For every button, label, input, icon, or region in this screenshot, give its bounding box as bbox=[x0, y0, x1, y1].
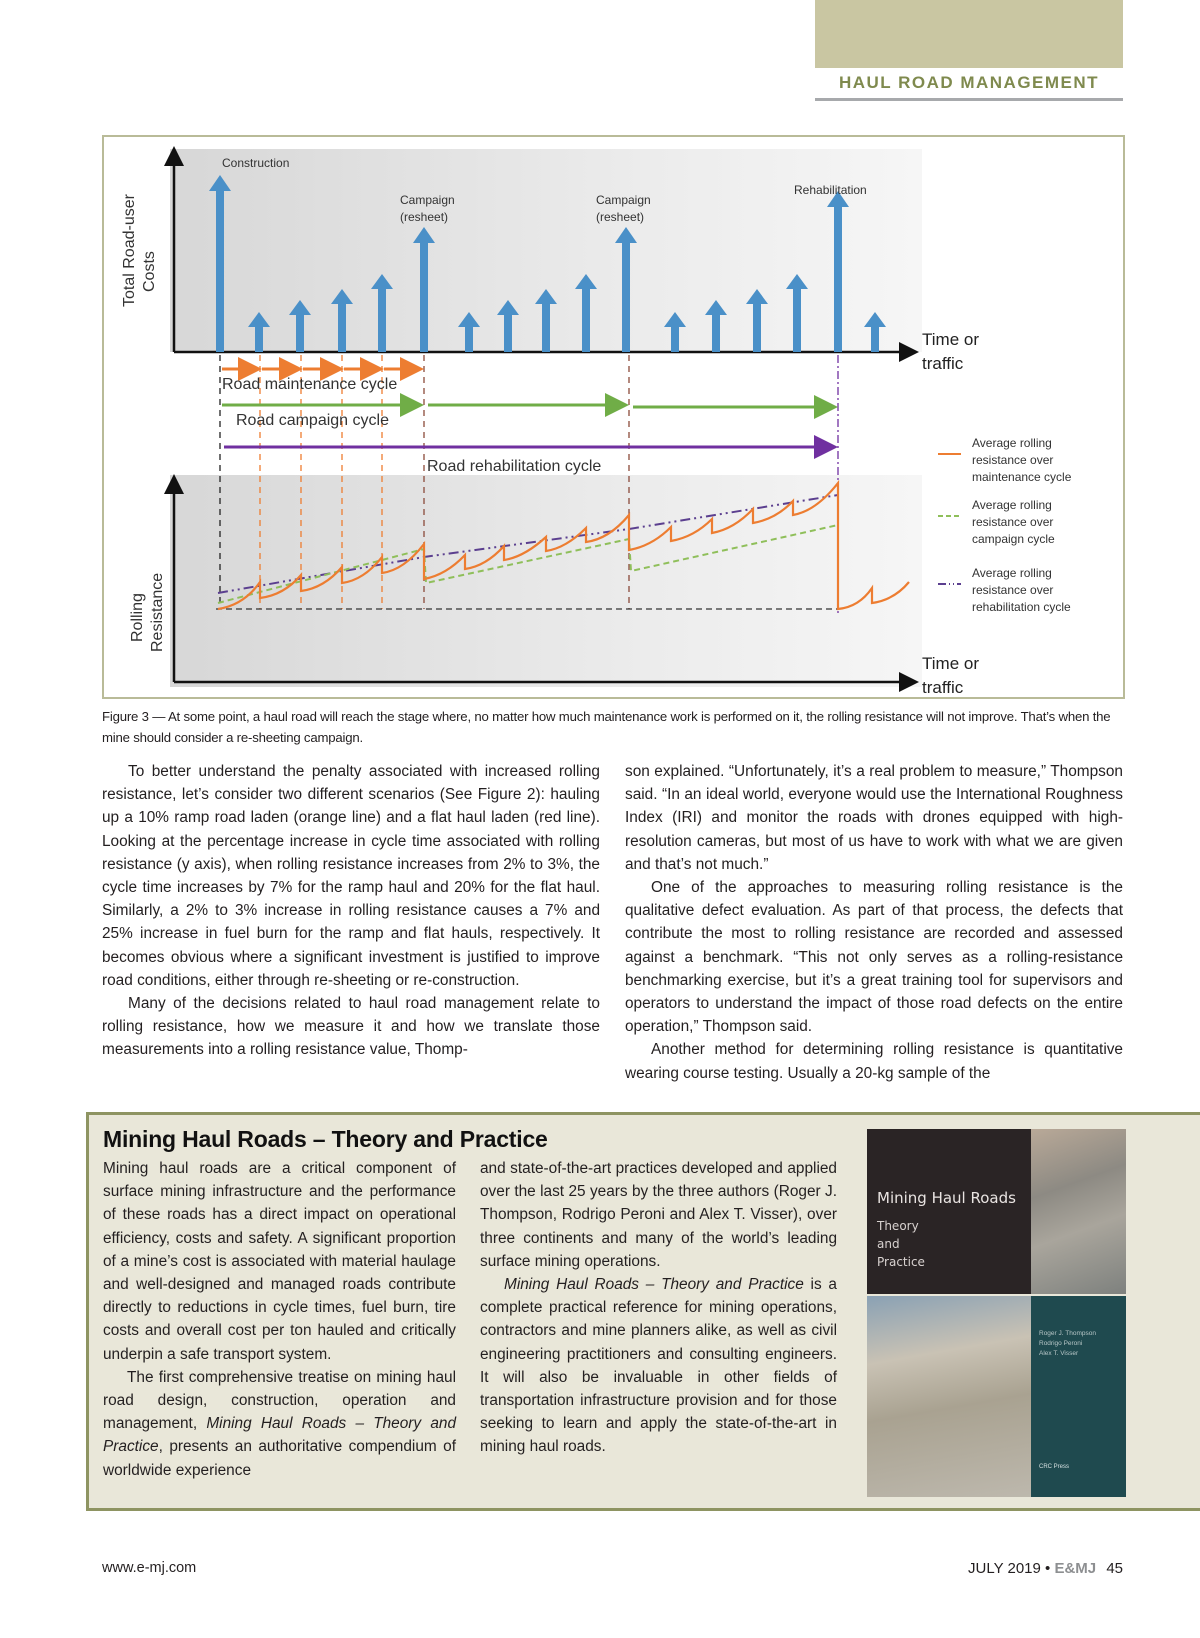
svg-text:campaign cycle: campaign cycle bbox=[972, 532, 1055, 546]
figure-caption: Figure 3 — At some point, a haul road will reach the stage where, no matter how much maintenance work is performed on it, the rolling resistance will not improve. That’s when the mine should consider a re-sheeting campaign. bbox=[102, 709, 1111, 745]
section-header-block bbox=[815, 0, 1123, 68]
svg-text:rehabilitation cycle: rehabilitation cycle bbox=[972, 600, 1071, 614]
svg-text:resistance over: resistance over bbox=[972, 453, 1054, 467]
label-campaign-1b: (resheet) bbox=[400, 210, 449, 224]
svg-text:Average rolling: Average rolling bbox=[972, 566, 1052, 580]
book-cover-image bbox=[867, 1129, 1126, 1497]
book-title: Mining Haul Roads bbox=[877, 1189, 1016, 1207]
sidebar-column-1 bbox=[103, 1157, 456, 1482]
mine-photo bbox=[1031, 1129, 1126, 1294]
lower-ylabel-2: Resistance bbox=[149, 572, 166, 652]
label-traffic-1: traffic bbox=[922, 354, 964, 373]
footer-date: JULY 2019 • bbox=[968, 1560, 1051, 1577]
book-sidebar bbox=[86, 1112, 1200, 1511]
svg-text:maintenance cycle: maintenance cycle bbox=[972, 470, 1072, 484]
footer-brand: E&MJ bbox=[1054, 1560, 1097, 1577]
paragraph: The first comprehensive treatise on mining haul road design, construction, operation and management, Mining Haul Roads – Theory and Practice, presents an authoritative compendium of worldwide experience bbox=[103, 1368, 457, 1479]
label-campaign-cycle: Road campaign cycle bbox=[236, 412, 389, 429]
paragraph: Mining haul roads are a critical component of surface mining infrastructure and the performance of these roads has a direct impact on operational efficiency, costs and safety. A significant proportion of a mine’s cost is associated with material haulage and well-designed and managed roads contribute directly to reductions in cycle times, fuel burn, tire costs and overall cost per ton hauled and critically underpin a safe transport system. bbox=[103, 1160, 456, 1363]
page-number: 45 bbox=[1106, 1560, 1123, 1577]
label-maintenance-cycle: Road maintenance cycle bbox=[222, 376, 398, 393]
paragraph: Mining Haul Roads – Theory and Practice is a complete practical reference for mining operations, contractors and mine planners alike, as well as civil engineering practitioners and consulting engineers. It will also be invaluable in other fields of transportation infrastructure provision and for those seeking to learn and apply the state-of-the-art in mining haul roads. bbox=[480, 1276, 837, 1456]
svg-text:resistance over: resistance over bbox=[972, 583, 1054, 597]
label-time-or-1: Time or bbox=[922, 330, 979, 349]
paragraph: One of the approaches to measuring rolling resistance is the qualitative defect evaluation. As part of that process, the defects that contribute the most to rolling resistance are recorded and assessed against a benchmark. “This not only serves as a rolling-resistance benchmarking exercise, but it’s a great training tool for supervisors and operators to understand the impact of those road defects on the entire operation,” Thompson said. bbox=[625, 879, 1123, 1036]
label-rehabilitation-cycle: Road rehabilitation cycle bbox=[427, 458, 602, 475]
footer-issue bbox=[968, 1560, 1123, 1577]
legend bbox=[938, 436, 1072, 614]
label-campaign-2a: Campaign bbox=[596, 193, 651, 207]
section-label: HAUL ROAD MANAGEMENT bbox=[815, 68, 1123, 101]
sidebar-column-2 bbox=[480, 1157, 837, 1459]
svg-text:Average rolling: Average rolling bbox=[972, 498, 1052, 512]
book-authors: Roger J. Thompson Rodrigo Peroni Alex T. Visser bbox=[1039, 1330, 1096, 1357]
paragraph: and state-of-the-art practices developed and applied over the last 25 years by the three authors (Roger J. Thompson, Rodrigo Peroni and Alex T. Visser), over three continents and many of the world’s leading surface mining operations. bbox=[480, 1160, 837, 1270]
haul-truck-photo bbox=[867, 1296, 1031, 1497]
upper-ylabel-1: Total Road-user bbox=[121, 194, 138, 307]
lower-panel-bg bbox=[170, 475, 922, 687]
book-subtitle: Theory and Practice bbox=[877, 1219, 925, 1269]
label-time-or-2: Time or bbox=[922, 654, 979, 673]
lower-ylabel-1: Rolling bbox=[129, 593, 146, 642]
label-campaign-1a: Campaign bbox=[400, 193, 455, 207]
paragraph: Another method for determining rolling resistance is quantitative wearing course testing. Usually a 20-kg sample of the bbox=[625, 1041, 1123, 1082]
paragraph: To better understand the penalty associated with increased rolling resistance, let’s consider two different scenarios (See Figure 2): hauling up a 10% ramp road laden (orange line) and a flat haul laden (red line). Looking at the percentage increase in cycle time associated with rolling resistance (y axis), when rolling resistance increases from 2% to 3%, the cycle time increases by 7% for the ramp haul and 20% for the flat haul. Similarly, a 2% to 3% increase in rolling resistance causes a 7% and 25% increase in fuel burn for the ramp and flat hauls, respectively. It becomes obvious where a significant investment is justified to improve road conditions, either through re-sheeting or re-construction. bbox=[102, 763, 600, 989]
figure-3 bbox=[102, 135, 1125, 699]
article-column-right bbox=[625, 760, 1123, 1085]
paragraph: son explained. “Unfortunately, it’s a real problem to measure,” Thompson said. “In an ideal world, everyone would use the International Roughness Index (IRI) and monitor the roads with drones equipped with high-resolution cameras, but most of us have to work with what we are given and that’s not much.” bbox=[625, 763, 1123, 873]
article-column-left bbox=[102, 760, 600, 1062]
book-publisher: CRC Press bbox=[1039, 1464, 1070, 1470]
label-campaign-2b: (resheet) bbox=[596, 210, 645, 224]
footer-website: www.e-mj.com bbox=[102, 1560, 197, 1576]
svg-text:Average rolling: Average rolling bbox=[972, 436, 1052, 450]
paragraph: Many of the decisions related to haul road management relate to rolling resistance, how we measure it and how we translate those measurements into a rolling resistance value, Thomp- bbox=[102, 995, 600, 1059]
label-construction: Construction bbox=[222, 156, 290, 170]
upper-ylabel-2: Costs bbox=[141, 251, 158, 292]
label-traffic-2: traffic bbox=[922, 678, 964, 697]
sidebar-title: Mining Haul Roads – Theory and Practice bbox=[103, 1126, 548, 1152]
svg-text:resistance over: resistance over bbox=[972, 515, 1054, 529]
label-rehabilitation: Rehabilitation bbox=[794, 183, 867, 197]
road-cost-rolling-resistance-diagram bbox=[104, 137, 1123, 697]
